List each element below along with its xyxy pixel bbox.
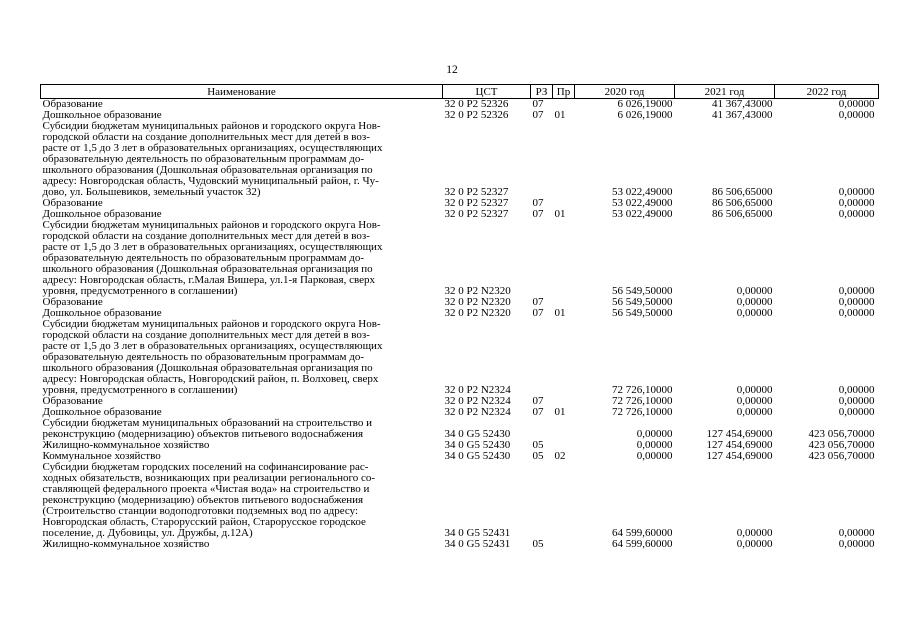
cell-cst: 34 0 G5 52430 (444, 428, 511, 440)
row-name-text: Образование (42, 98, 103, 110)
cell-2021: 86 506,65000 (712, 208, 773, 220)
page-number: 12 (446, 64, 458, 76)
cell-2020: 72 726,10000 (612, 384, 673, 396)
cell-2022: 0,00000 (838, 285, 875, 297)
row-name-text: Жилищно-коммунальное хозяйство (42, 538, 210, 550)
header-cst: ЦСТ (443, 85, 531, 99)
cell-2021: 0,00000 (736, 296, 773, 308)
row-name-text: Субсидии бюджетам городских поселений на софинансирование рас- ходных обязательств, возникающих при реализации регионального со- ставляющей федерального проекта «Чистая вода» на строительство и реконструкцию (модернизацию) объектов питьевого водоснабжения (Строительство станции водоподготовки подземных вод по адресу: Новгородская область, Старорусский район, Старорусское городское поселение, д. Дубовицы, ул. Дружбы, д.12А) (42, 461, 376, 539)
table-header-row (41, 85, 879, 99)
row-name-text: Коммунальное хозяйство (42, 450, 161, 462)
cell-2021: 0,00000 (736, 527, 773, 539)
cell-rz (531, 462, 553, 539)
cell-2020: 53 022,49000 (612, 186, 673, 198)
cell-2020: 72 726,10000 (612, 406, 673, 418)
cell-2020: 72 726,10000 (612, 395, 673, 407)
cell-2020: 0,00000 (636, 428, 673, 440)
cell-name (41, 319, 443, 396)
row-name-text: Образование (42, 197, 103, 209)
cell-rz: 05 (532, 439, 544, 451)
cell-pr (553, 539, 575, 550)
row-name-text: Дошкольное образование (42, 307, 162, 319)
cell-2021: 127 454,69000 (706, 439, 773, 451)
cell-2020: 6 026,19000 (617, 98, 673, 110)
cell-cst: 32 0 P2 N2320 (444, 285, 511, 297)
cell-2020: 53 022,49000 (612, 197, 673, 209)
cell-rz: 07 (532, 109, 544, 121)
cell-2021: 0,00000 (736, 406, 773, 418)
cell-pr: 01 (554, 109, 566, 121)
cell-cst: 32 0 P2 52326 (444, 109, 509, 121)
header-rz: РЗ (531, 85, 553, 99)
row-name-text: Дошкольное образование (42, 109, 162, 121)
cell-cst: 32 0 P2 52327 (444, 186, 509, 198)
cell-2020: 56 549,50000 (612, 296, 673, 308)
cell-2021: 41 367,43000 (712, 98, 773, 110)
cell-2020: 0,00000 (636, 450, 673, 462)
row-name-text: Субсидии бюджетам муниципальных районов и городского округа Нов- городской области на создание дополнительных мест для детей в воз- расте от 1,5 до 3 лет в образовательных организациях, осуществляющих образовательную деятельность по образовательным программам до- школьного образования (Дошкольная образовательная организация по адресу: Новгородская область, г.Малая Вишера, ул.1-я Парковая, сверх уровня, предусмотренного в соглашении) (42, 219, 383, 297)
cell-2021: 41 367,43000 (712, 109, 773, 121)
table-row (41, 319, 879, 396)
cell-pr: 01 (554, 307, 566, 319)
cell-2020: 0,00000 (636, 439, 673, 451)
cell-2022: 0,00000 (838, 109, 875, 121)
cell-pr: 02 (554, 450, 566, 462)
row-name-text: Субсидии бюджетам муниципальных районов и городского округа Нов- городской области на создание дополнительных мест для детей в воз- расте от 1,5 до 3 лет в образовательных организациях, осуществляющих образовательную деятельность по образовательным программам до- школьного образования (Дошкольная образовательная организация по адресу: Новгородская область, Чудовский муниципальный район, г. Чу- дово, ул. Большевиков, земельный участок 32) (42, 120, 383, 198)
cell-2020: 56 549,50000 (612, 307, 673, 319)
cell-2021: 127 454,69000 (706, 428, 773, 440)
row-name-text: Субсидии бюджетам муниципальных районов и городского округа Нов- городской области на создание дополнительных мест для детей в воз- расте от 1,5 до 3 лет в образовательных организациях, осуществляющих образовательную деятельность по образовательным программам до- школьного образования (Дошкольная образовательная организация по адресу: Новгородская область, Новгородский район, п. Волховец, сверх уровня, предусмотренного в соглашении) (42, 318, 383, 396)
cell-cst: 34 0 G5 52431 (444, 527, 511, 539)
cell-cst: 32 0 P2 52326 (444, 98, 509, 110)
cell-rz (531, 418, 553, 440)
cell-rz: 05 (532, 538, 544, 550)
cell-cst: 34 0 G5 52430 (444, 439, 511, 451)
cell-cst: 32 0 P2 N2320 (444, 307, 511, 319)
cell-2022: 0,00000 (838, 186, 875, 198)
cell-rz: 05 (532, 450, 544, 462)
cell-cst: 32 0 P2 N2324 (444, 406, 511, 418)
cell-2021: 0,00000 (736, 384, 773, 396)
cell-pr (553, 121, 575, 198)
table-body (41, 99, 879, 551)
cell-cst: 32 0 P2 52327 (444, 208, 509, 220)
cell-rz: 07 (532, 406, 544, 418)
cell-cst: 32 0 P2 N2324 (444, 395, 511, 407)
cell-name (41, 539, 443, 550)
cell-cst: 32 0 P2 N2320 (444, 296, 511, 308)
cell-2021: 86 506,65000 (712, 186, 773, 198)
budget-table (40, 84, 879, 550)
cell-2021: 0,00000 (736, 395, 773, 407)
cell-2022: 0,00000 (838, 538, 875, 550)
table-row (41, 418, 879, 440)
header-2020: 2020 год (575, 85, 675, 99)
cell-pr (553, 418, 575, 440)
cell-2022: 0,00000 (838, 197, 875, 209)
cell-2020: 6 026,19000 (617, 109, 673, 121)
cell-2021: 0,00000 (736, 285, 773, 297)
cell-2020: 64 599,60000 (612, 538, 673, 550)
cell-2021: 0,00000 (736, 307, 773, 319)
cell-2022: 0,00000 (838, 527, 875, 539)
table-row (41, 539, 879, 550)
cell-name (41, 418, 443, 440)
table-row (41, 220, 879, 297)
cell-2022: 0,00000 (838, 307, 875, 319)
row-name-text: Дошкольное образование (42, 406, 162, 418)
cell-rz: 07 (532, 208, 544, 220)
cell-rz: 07 (532, 296, 544, 308)
row-name-text: Жилищно-коммунальное хозяйство (42, 439, 210, 451)
row-name-text: Образование (42, 395, 103, 407)
cell-2022: 0,00000 (838, 406, 875, 418)
cell-cst: 34 0 G5 52430 (444, 450, 511, 462)
cell-cst: 32 0 P2 52327 (444, 197, 509, 209)
cell-2022: 423 056,70000 (808, 428, 875, 440)
cell-2022: 0,00000 (838, 98, 875, 110)
cell-name (41, 462, 443, 539)
cell-2021: 0,00000 (736, 538, 773, 550)
cell-2021: 127 454,69000 (706, 450, 773, 462)
cell-2022: 0,00000 (838, 395, 875, 407)
cell-pr: 01 (554, 406, 566, 418)
cell-rz (531, 121, 553, 198)
cell-rz: 07 (532, 98, 544, 110)
cell-2020: 64 599,60000 (612, 527, 673, 539)
cell-cst: 32 0 P2 N2324 (444, 384, 511, 396)
cell-2022: 0,00000 (838, 384, 875, 396)
cell-cst: 34 0 G5 52431 (444, 538, 511, 550)
cell-2022: 423 056,70000 (808, 450, 875, 462)
row-name-text: Субсидии бюджетам муниципальных образований на строительство и реконструкцию (модернизацию) объектов питьевого водоснабжения (42, 417, 373, 440)
table-row (41, 121, 879, 198)
cell-pr (553, 462, 575, 539)
cell-pr: 01 (554, 208, 566, 220)
row-name-text: Дошкольное образование (42, 208, 162, 220)
header-pr: Пр (553, 85, 575, 99)
header-name: Наименование (41, 85, 443, 99)
cell-2020: 56 549,50000 (612, 285, 673, 297)
cell-pr (553, 220, 575, 297)
cell-2022: 423 056,70000 (808, 439, 875, 451)
cell-rz (531, 319, 553, 396)
cell-2020: 53 022,49000 (612, 208, 673, 220)
cell-name (41, 121, 443, 198)
table-row (41, 462, 879, 539)
row-name-text: Образование (42, 296, 103, 308)
cell-rz: 07 (532, 307, 544, 319)
cell-pr (553, 319, 575, 396)
cell-2021: 86 506,65000 (712, 197, 773, 209)
header-2022: 2022 год (775, 85, 879, 99)
header-2021: 2021 год (675, 85, 775, 99)
cell-rz (531, 220, 553, 297)
cell-2022: 0,00000 (838, 208, 875, 220)
cell-name (41, 220, 443, 297)
cell-rz: 07 (532, 197, 544, 209)
cell-rz: 07 (532, 395, 544, 407)
cell-2022: 0,00000 (838, 296, 875, 308)
